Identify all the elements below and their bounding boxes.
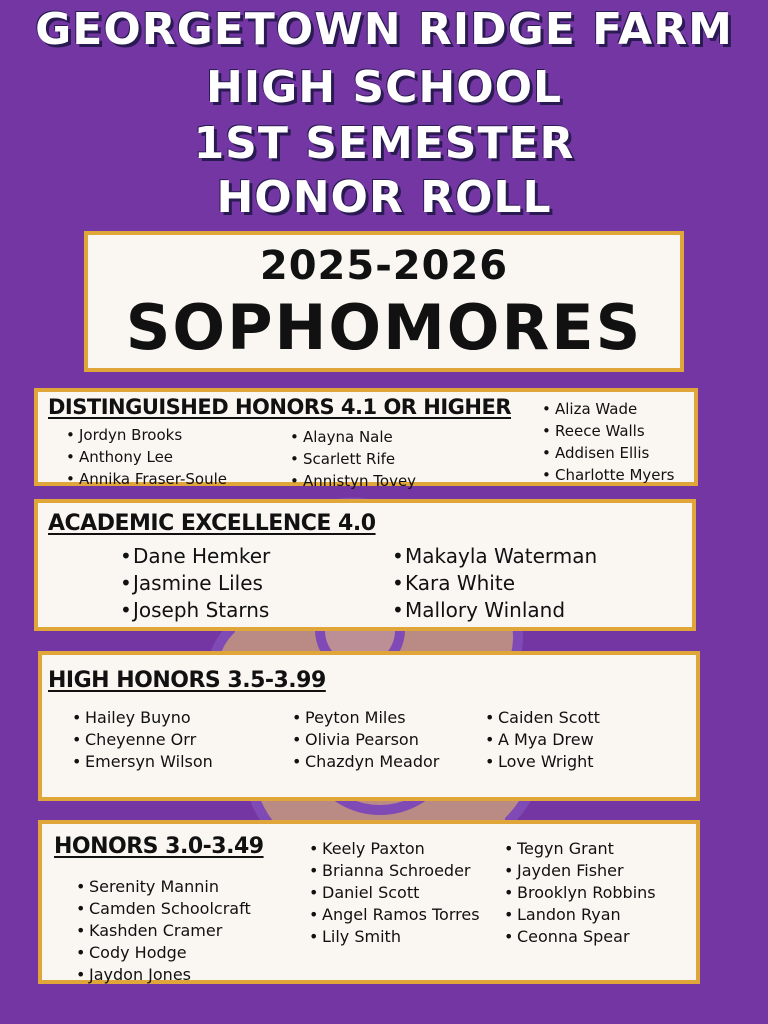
student-name: • Mallory Winland bbox=[392, 597, 597, 624]
distinguished-col2 bbox=[290, 426, 416, 492]
student-name: • Reece Walls bbox=[542, 420, 674, 442]
student-name: • Dane Hemker bbox=[120, 543, 270, 570]
student-name: • A Mya Drew bbox=[485, 729, 600, 751]
honors-col3 bbox=[504, 838, 656, 948]
school-type: HIGH SCHOOL bbox=[205, 62, 563, 113]
student-name: • Jaydon Jones bbox=[76, 964, 251, 986]
honors-col2 bbox=[309, 838, 480, 948]
student-name: • Kashden Cramer bbox=[76, 920, 251, 942]
distinguished-honors-card bbox=[34, 388, 698, 490]
student-name: • Ceonna Spear bbox=[504, 926, 656, 948]
student-name: • Serenity Mannin bbox=[76, 876, 251, 898]
student-name: • Cheyenne Orr bbox=[72, 729, 213, 751]
distinguished-honors-title: DISTINGUISHED HONORS 4.1 OR HIGHER bbox=[48, 395, 511, 419]
school-year: 2025-2026 bbox=[259, 243, 509, 289]
honors-col1 bbox=[76, 876, 251, 986]
student-name: • Angel Ramos Torres bbox=[309, 904, 480, 926]
student-name: • Brooklyn Robbins bbox=[504, 882, 656, 904]
student-name: • Lily Smith bbox=[309, 926, 480, 948]
student-name: • Jayden Fisher bbox=[504, 860, 656, 882]
semester-label: 1ST SEMESTER bbox=[193, 118, 575, 169]
academic-excellence-card bbox=[34, 499, 696, 631]
academic-excellence-title: ACADEMIC EXCELLENCE 4.0 bbox=[48, 511, 376, 536]
student-name: • Addisen Ellis bbox=[542, 442, 674, 464]
student-name: • Emersyn Wilson bbox=[72, 751, 213, 773]
high-honors-col1 bbox=[72, 707, 213, 773]
student-name: • Jasmine Liles bbox=[120, 570, 270, 597]
student-name: • Charlotte Myers bbox=[542, 464, 674, 486]
student-name: • Joseph Starns bbox=[120, 597, 270, 624]
high-honors-col3 bbox=[485, 707, 600, 773]
honor-roll-label: HONOR ROLL bbox=[216, 172, 552, 223]
distinguished-col1 bbox=[66, 424, 227, 490]
school-name: GEORGETOWN RIDGE FARM bbox=[35, 4, 733, 55]
student-name: • Cody Hodge bbox=[76, 942, 251, 964]
student-name: • Brianna Schroeder bbox=[309, 860, 480, 882]
student-name: • Jordyn Brooks bbox=[66, 424, 227, 446]
distinguished-col3 bbox=[542, 398, 674, 486]
student-name: • Kara White bbox=[392, 570, 597, 597]
high-honors-title: HIGH HONORS 3.5-3.99 bbox=[48, 668, 326, 693]
academic-col2 bbox=[392, 543, 597, 624]
high-honors-card bbox=[38, 651, 700, 801]
student-name: • Caiden Scott bbox=[485, 707, 600, 729]
class-level: SOPHOMORES bbox=[125, 291, 643, 364]
student-name: • Anthony Lee bbox=[66, 446, 227, 468]
student-name: • Landon Ryan bbox=[504, 904, 656, 926]
student-name: • Makayla Waterman bbox=[392, 543, 597, 570]
student-name: • Keely Paxton bbox=[309, 838, 480, 860]
student-name: • Hailey Buyno bbox=[72, 707, 213, 729]
honors-card bbox=[38, 820, 700, 984]
student-name: • Camden Schoolcraft bbox=[76, 898, 251, 920]
student-name: • Chazdyn Meador bbox=[292, 751, 439, 773]
student-name: • Peyton Miles bbox=[292, 707, 439, 729]
student-name: • Annika Fraser-Soule bbox=[66, 468, 227, 490]
high-honors-col2 bbox=[292, 707, 439, 773]
student-name: • Alayna Nale bbox=[290, 426, 416, 448]
student-name: • Scarlett Rife bbox=[290, 448, 416, 470]
student-name: • Daniel Scott bbox=[309, 882, 480, 904]
student-name: • Tegyn Grant bbox=[504, 838, 656, 860]
class-banner bbox=[84, 231, 684, 372]
student-name: • Annistyn Tovey bbox=[290, 470, 416, 492]
student-name: • Love Wright bbox=[485, 751, 600, 773]
honors-title: HONORS 3.0-3.49 bbox=[54, 834, 264, 859]
student-name: • Aliza Wade bbox=[542, 398, 674, 420]
student-name: • Olivia Pearson bbox=[292, 729, 439, 751]
academic-col1 bbox=[120, 543, 270, 624]
